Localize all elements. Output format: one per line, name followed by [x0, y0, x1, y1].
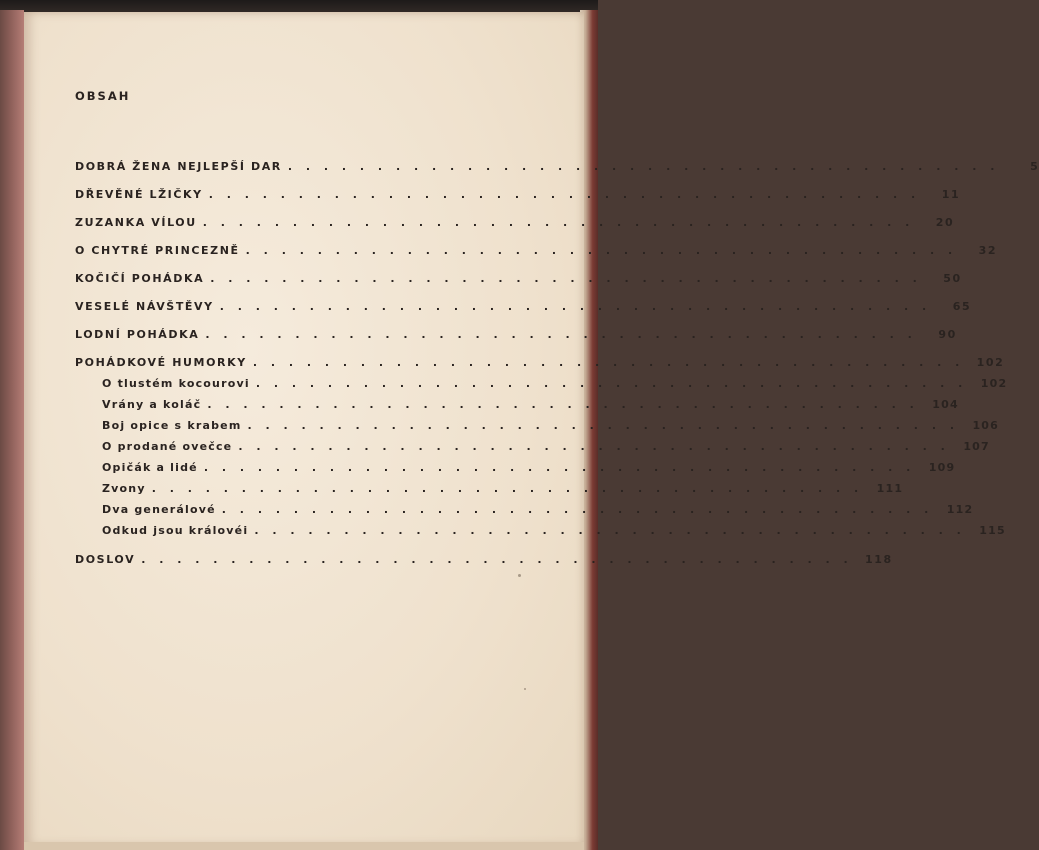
entry-title: ZUZANKA VÍLOU — [75, 216, 197, 229]
subentry-title: Odkud jsou královéi — [102, 524, 249, 537]
subentry-title: O prodané ovečce — [102, 440, 233, 453]
dot-leader: . . . . . . . . . . . . . . . . . . . . . . . . . . . . . . . . . . . . . . . . — [207, 398, 919, 411]
subentry-page: 106 — [972, 419, 1000, 432]
dot-leader: . . . . . . . . . . . . . . . . . . . . . . . . . . . . . . . . . . . . . . . . — [208, 188, 921, 201]
dot-leader: . . . . . . . . . . . . . . . . . . . . . . . . . . . . . . . . . . . . . . . . — [141, 553, 853, 566]
subentry-page: 115 — [979, 524, 1006, 537]
entry-page: 20 — [935, 216, 955, 229]
toc-subentry — [102, 461, 956, 474]
subentry-title: Vrány a koláč — [102, 398, 202, 411]
toc-entry — [75, 160, 1039, 173]
subentry-page: 102 — [980, 377, 1008, 390]
subentry-page: 104 — [932, 398, 959, 411]
subentry-page: 112 — [946, 503, 974, 516]
entry-page: 102 — [976, 356, 1005, 369]
entry-title: LODNÍ POHÁDKA — [75, 328, 200, 341]
entry-title: KOČIČÍ POHÁDKA — [75, 272, 205, 285]
dot-leader: . . . . . . . . . . . . . . . . . . . . . . . . . . . . . . . . . . . . . . . . — [254, 524, 966, 537]
toc-entry — [75, 328, 957, 341]
toc-entry — [75, 356, 1005, 369]
entry-title: DOSLOV — [75, 553, 136, 566]
entry-page: 90 — [938, 328, 957, 341]
entry-page: 50 — [943, 272, 962, 285]
subentry-title: Opičák a lidé — [102, 461, 198, 474]
toc-entry — [75, 188, 961, 201]
dot-leader: . . . . . . . . . . . . . . . . . . . . . . . . . . . . . . . . . . . . . . . . — [203, 461, 916, 474]
entry-page: 65 — [952, 300, 972, 313]
dot-leader: . . . . . . . . . . . . . . . . . . . . . . . . . . . . . . . . . . . . . . . . — [202, 216, 915, 229]
dot-leader: . . . . . . . . . . . . . . . . . . . . . . . . . . . . . . . . . . . . . . . . — [151, 482, 864, 495]
dot-leader: . . . . . . . . . . . . . . . . . . . . . . . . . . . . . . . . . . . . . . . . — [247, 419, 960, 432]
dot-leader: . . . . . . . . . . . . . . . . . . . . . . . . . . . . . . . . . . . . . . . . — [221, 503, 934, 516]
subentry-title: Boj opice s krabem — [102, 419, 242, 432]
subentry-page: 111 — [876, 482, 904, 495]
dot-leader: . . . . . . . . . . . . . . . . . . . . . . . . . . . . . . . . . . . . . . . . — [245, 244, 958, 257]
subentry-page: 107 — [963, 440, 990, 453]
dot-leader: . . . . . . . . . . . . . . . . . . . . . . . . . . . . . . . . . . . . . . . . — [287, 160, 1000, 173]
subentry-title: Dva generálové — [102, 503, 216, 516]
toc-subentry — [102, 440, 990, 453]
toc-entry — [75, 244, 998, 257]
dot-leader: . . . . . . . . . . . . . . . . . . . . . . . . . . . . . . . . . . . . . . . . — [255, 377, 968, 390]
entry-page: 32 — [978, 244, 998, 257]
entry-title: DŘEVĚNÉ LŽIČKY — [75, 188, 203, 201]
entry-title: VESELÉ NÁVŠTĚVY — [75, 300, 214, 313]
toc-entry-doslov — [75, 553, 893, 566]
subentry-page: 109 — [928, 461, 956, 474]
toc-heading: OBSAH — [75, 89, 131, 103]
entry-page: 5 — [1030, 160, 1039, 173]
book-cover-left — [0, 10, 24, 850]
toc-subentry — [102, 398, 959, 411]
entry-page: 118 — [864, 553, 893, 566]
subentry-title: O tlustém kocourovi — [102, 377, 250, 390]
subentry-title: Zvony — [102, 482, 146, 495]
paper-speck — [524, 688, 526, 690]
dot-leader: . . . . . . . . . . . . . . . . . . . . . . . . . . . . . . . . . . . . . . . . — [238, 440, 950, 453]
page-bottom-edge — [24, 842, 584, 850]
toc-subentry — [102, 503, 974, 516]
toc-subentry — [102, 419, 1000, 432]
dot-leader: . . . . . . . . . . . . . . . . . . . . . . . . . . . . . . . . . . . . . . . . — [252, 356, 965, 369]
dot-leader: . . . . . . . . . . . . . . . . . . . . . . . . . . . . . . . . . . . . . . . . — [210, 272, 922, 285]
toc-subentry — [102, 377, 1008, 390]
entry-title: O CHYTRÉ PRINCEZNĚ — [75, 244, 240, 257]
dot-leader: . . . . . . . . . . . . . . . . . . . . . . . . . . . . . . . . . . . . . . . . — [219, 300, 932, 313]
entry-title: POHÁDKOVÉ HUMORKY — [75, 356, 247, 369]
toc-subentry — [102, 524, 1006, 537]
dot-leader: . . . . . . . . . . . . . . . . . . . . . . . . . . . . . . . . . . . . . . . . — [205, 328, 917, 341]
toc-entry — [75, 216, 955, 229]
toc-entry — [75, 272, 962, 285]
entry-title: DOBRÁ ŽENA NEJLEPŠÍ DAR — [75, 160, 282, 173]
toc-subentry — [102, 482, 904, 495]
toc-entry — [75, 300, 972, 313]
entry-page: 11 — [941, 188, 961, 201]
paper-speck — [518, 574, 521, 577]
